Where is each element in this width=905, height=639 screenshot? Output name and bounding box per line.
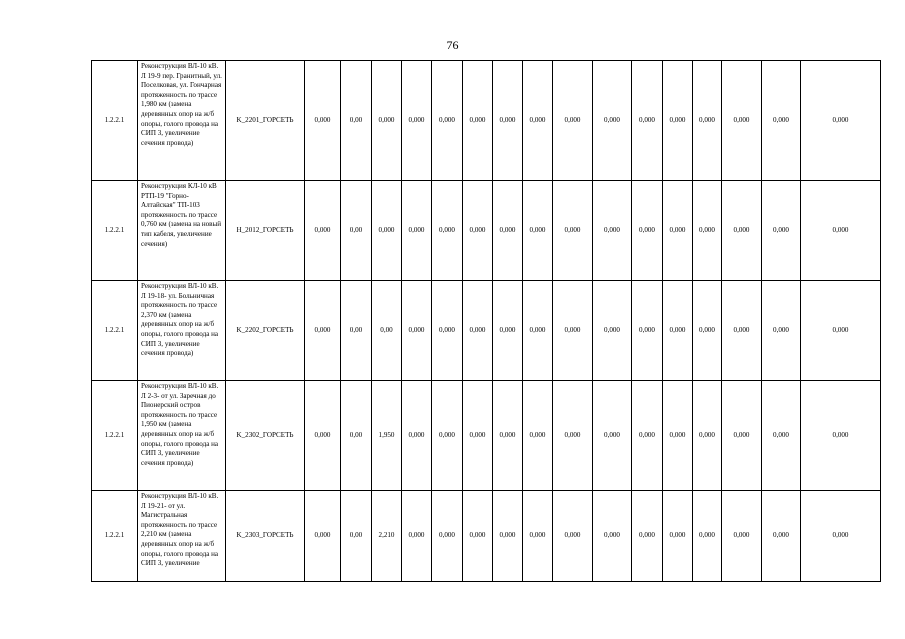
description-cell [138,491,226,582]
value-cell: 0,000 [493,491,523,582]
value-cell: 1,950 [372,381,402,491]
value-cell: 0,000 [722,281,762,381]
value-cell: 0,000 [762,281,801,381]
value-cell: 0,000 [762,61,801,181]
description-text: Реконструкция ВЛ-10 кВ. Л 19-18- ул. Больничная протяженность по трассе 2,370 км (замена деревянных опор на ж/б опоры, голого провода на СИП 3, увеличение сечения провода) [141,282,219,358]
value-cell: 0,000 [523,491,553,582]
value-cell: 0,000 [372,181,402,281]
value-cell: 0,000 [693,61,722,181]
value-cell: 0,000 [801,281,881,381]
value-cell: 0,00 [341,281,372,381]
description-cell [138,381,226,491]
value-cell: 0,000 [593,491,632,582]
value-cell: 0,000 [632,61,663,181]
value-cell: 0,000 [305,381,341,491]
value-cell: 0,000 [463,61,493,181]
value-cell: 0,000 [632,181,663,281]
table-row [92,491,881,582]
value-cell: 0,000 [593,381,632,491]
table-row [92,381,881,491]
value-cell: 0,000 [493,281,523,381]
value-cell: 0,000 [693,491,722,582]
value-cell: 0,000 [762,181,801,281]
value-cell: 0,000 [801,61,881,181]
value-cell: 0,00 [341,381,372,491]
value-cell: 0,000 [493,181,523,281]
value-cell: 0,00 [341,491,372,582]
value-cell: 0,000 [523,381,553,491]
description-text: Реконструкция ВЛ-10 кВ. Л 19-9 пер. Гранитный, ул. Поселковая, ул. Гончарная протяженность по трассе 1,980 км (замена деревянных опор на ж/б опоры, голого провода на СИП 3, увеличение сечения провода) [141,62,222,147]
project-code-cell: H_2012_ГОРСЕТЬ [226,181,305,281]
row-number-cell: 1.2.2.1 [92,281,138,381]
value-cell: 0,000 [463,381,493,491]
row-number-cell: 1.2.2.1 [92,491,138,582]
value-cell: 0,000 [372,61,402,181]
value-cell: 0,000 [663,61,693,181]
row-number-cell: 1.2.2.1 [92,181,138,281]
value-cell: 0,000 [402,181,432,281]
project-code-cell: K_2302_ГОРСЕТЬ [226,381,305,491]
value-cell: 2,210 [372,491,402,582]
project-code-cell: K_2303_ГОРСЕТЬ [226,491,305,582]
value-cell: 0,000 [553,181,593,281]
description-text: Реконструкция ВЛ-10 кВ. Л 2-3- от ул. Заречная до Пионерский остров протяженность по трассе 1,950 км (замена деревянных опор на ж/б опоры, голого провода на СИП 3, увеличение сечения провода) [141,382,219,467]
table-row [92,281,881,381]
value-cell: 0,000 [432,491,463,582]
value-cell: 0,000 [402,381,432,491]
value-cell: 0,000 [305,491,341,582]
project-code-cell: K_2201_ГОРСЕТЬ [226,61,305,181]
value-cell: 0,000 [463,491,493,582]
value-cell: 0,000 [801,491,881,582]
value-cell: 0,000 [722,491,762,582]
value-cell: 0,000 [762,491,801,582]
table-row [92,61,881,181]
value-cell: 0,000 [693,281,722,381]
value-cell: 0,000 [762,381,801,491]
value-cell: 0,000 [432,281,463,381]
value-cell: 0,00 [341,61,372,181]
value-cell: 0,000 [402,491,432,582]
value-cell: 0,000 [402,61,432,181]
value-cell: 0,000 [305,281,341,381]
value-cell: 0,000 [693,181,722,281]
value-cell: 0,000 [493,61,523,181]
value-cell: 0,000 [523,61,553,181]
value-cell: 0,000 [663,181,693,281]
value-cell: 0,000 [402,281,432,381]
value-cell: 0,000 [493,381,523,491]
value-cell: 0,000 [632,381,663,491]
value-cell: 0,000 [801,181,881,281]
value-cell: 0,000 [663,381,693,491]
value-cell: 0,000 [553,381,593,491]
value-cell: 0,000 [432,181,463,281]
value-cell: 0,000 [632,281,663,381]
page-number: 76 [446,38,459,52]
value-cell: 0,000 [553,281,593,381]
value-cell: 0,000 [722,381,762,491]
value-cell: 0,000 [722,181,762,281]
value-cell: 0,000 [632,491,663,582]
value-cell: 0,000 [801,381,881,491]
table-row [92,181,881,281]
description-cell [138,281,226,381]
value-cell: 0,000 [463,181,493,281]
project-code-cell: K_2202_ГОРСЕТЬ [226,281,305,381]
value-cell: 0,000 [432,381,463,491]
description-cell [138,181,226,281]
value-cell: 0,000 [722,61,762,181]
investment-table [91,60,881,582]
value-cell: 0,000 [593,61,632,181]
value-cell: 0,000 [593,181,632,281]
value-cell: 0,000 [523,181,553,281]
value-cell: 0,000 [463,281,493,381]
value-cell: 0,000 [305,181,341,281]
value-cell: 0,000 [553,61,593,181]
value-cell: 0,000 [553,491,593,582]
description-cell [138,61,226,181]
value-cell: 0,00 [341,181,372,281]
value-cell: 0,000 [305,61,341,181]
value-cell: 0,000 [663,281,693,381]
value-cell: 0,000 [523,281,553,381]
value-cell: 0,000 [593,281,632,381]
description-text: Реконструкция КЛ-10 кВ РТП-19 "Горно-Алтайская" ТП-103 протяженность по трассе 0,760 км (замена на новый тип кабеля, увеличение сечения) [141,182,222,248]
row-number-cell: 1.2.2.1 [92,61,138,181]
description-text: Реконструкция ВЛ-10 кВ. Л 19-21- от ул. Магистральная протяженность по трассе 2,210 км (замена деревянных опор на ж/б опоры, голого провода на СИП 3, увеличение [141,492,219,568]
value-cell: 0,00 [372,281,402,381]
value-cell: 0,000 [663,491,693,582]
row-number-cell: 1.2.2.1 [92,381,138,491]
value-cell: 0,000 [432,61,463,181]
value-cell: 0,000 [693,381,722,491]
